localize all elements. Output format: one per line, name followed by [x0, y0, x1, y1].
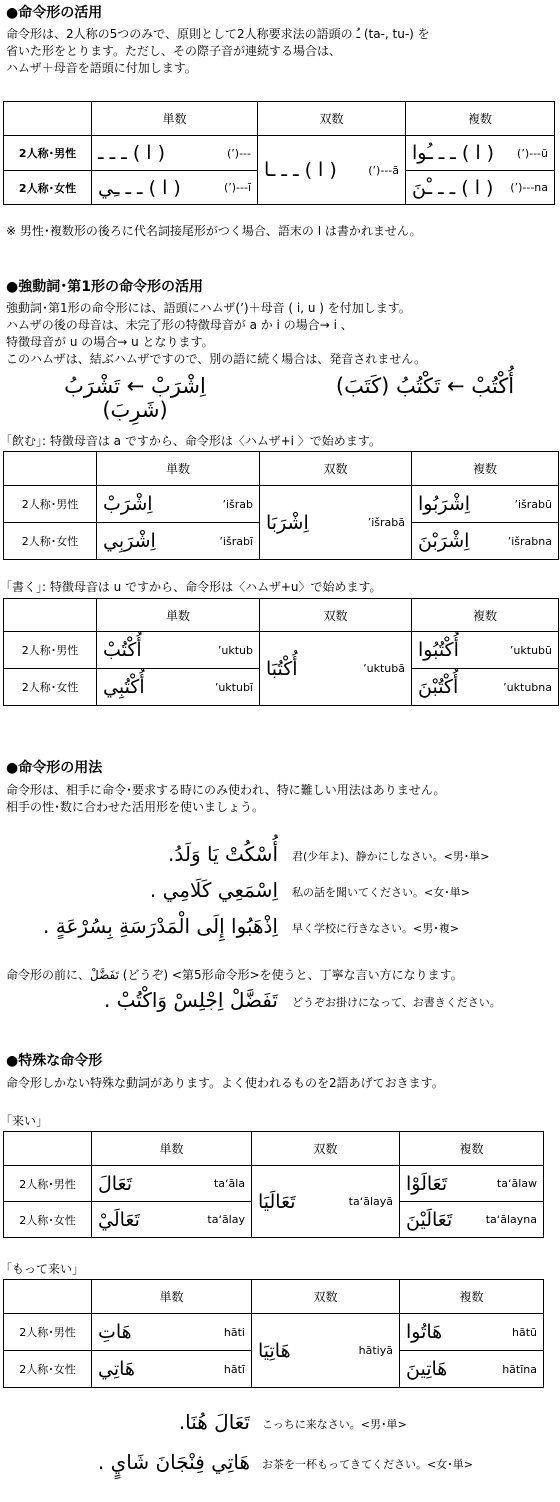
arabic-form: هَاتِ	[98, 1321, 132, 1343]
row-label-masculine: 2人称･男性	[4, 486, 97, 523]
transliteration: ʼišrabā	[367, 516, 405, 529]
header-plural: 複数	[406, 102, 555, 136]
transliteration: taʻālayā	[348, 1195, 393, 1208]
cell-sg-masc	[92, 1166, 252, 1202]
header-singular: 単数	[97, 599, 260, 632]
translation: お茶を一杯もってきてください。<女･単>	[262, 1458, 473, 1471]
cell-pl-masc	[406, 136, 555, 171]
arabic-sentence: أُسْكُتْ يَا وَلَدُ.	[168, 842, 278, 866]
arabic-form: أُكْتُبُوا	[418, 639, 459, 661]
pattern-table	[3, 101, 555, 205]
paragraph-line: 省いた形をとります。ただし、その際子音が連続する場合は、	[6, 44, 342, 58]
cell-dual	[252, 1166, 400, 1238]
cell-sg-fem	[92, 1202, 252, 1238]
usage-example-row	[0, 878, 560, 908]
header-singular: 単数	[92, 1280, 252, 1314]
section-heading-strong-verbs: ●強動詞･第1形の命令形の活用	[6, 279, 203, 295]
cell-sg-masc	[97, 632, 260, 669]
arabic-form: ( ا ) ـ ـ ـْنَ	[412, 176, 494, 199]
arabic-form: ( ا ) ـ ـ ـ	[98, 142, 166, 164]
polite-form-line: 命令形の前に、تَفَضَّلْ (どうぞ) <第5形命令形>を使うと、丁寧な言い方になります。	[6, 968, 463, 982]
cell-pl-masc	[412, 632, 559, 669]
arabic-form: تَعَالَيْ	[98, 1208, 140, 1231]
transliteration: hātīna	[502, 1362, 537, 1376]
cell-pl-masc	[400, 1166, 544, 1202]
arabic-form: تَعَالَوْا	[406, 1172, 448, 1195]
arabic-form: اِشْرَبِي	[103, 530, 156, 552]
corner-cell	[4, 102, 92, 136]
section-heading-special: ●特殊な命令形	[6, 1053, 103, 1069]
translation: 君(少年よ)、静かにしなさい。<男･単>	[292, 850, 490, 863]
transliteration: taʻālaw	[496, 1177, 537, 1190]
cell-dual	[258, 136, 406, 205]
row-label-masculine: 2人称･男性	[4, 136, 92, 171]
cell-pl-fem	[400, 1202, 544, 1238]
cell-pl-fem	[412, 523, 559, 560]
paragraph-line: 命令形は、2人称の5つのみで、原則として2人称要求法の語頭の ـُ (ta-, tu-) を	[6, 27, 430, 41]
arabic-sentence: تَعَالَ هُنَا.	[178, 1410, 250, 1434]
corner-cell	[4, 599, 97, 632]
cell-dual	[260, 486, 412, 560]
cell-sg-masc	[92, 1314, 252, 1351]
arabic-sentence: اِذْهَبُوا إِلَى الْمَدْرَسَةِ بِسُرْعَةٍ .	[43, 914, 278, 938]
cell-sg-fem	[97, 523, 260, 560]
arabic-form: ( ا ) ـ ـ ـا	[264, 159, 337, 181]
paragraph-line: ハムザ＋母音を語頭に付加します。	[6, 61, 197, 75]
arabic-form: ( ا ) ـ ـ ـُوا	[412, 142, 495, 164]
transliteration: taʻāla	[213, 1177, 245, 1190]
bring-caption: ｢もって来い｣	[6, 1262, 79, 1276]
header-dual: 双数	[260, 599, 412, 632]
paragraph-line: 命令形は、相手に命令･要求する時にのみ使われ、特に難しい用法はありません。	[6, 783, 446, 797]
cell-sg-masc	[92, 136, 258, 171]
transliteration: (ʼ)---na	[510, 181, 548, 194]
arabic-form: أُكْتُبِي	[103, 676, 145, 698]
header-dual: 双数	[252, 1132, 400, 1166]
corner-cell	[4, 1280, 92, 1314]
transliteration: hāti	[223, 1325, 245, 1339]
translation: どうぞお掛けになって、お書きください。	[292, 996, 501, 1009]
transliteration: ʼišrabna	[507, 534, 552, 548]
note: ※ 男性･複数形の後ろに代名詞接尾形がつく場合、語末の ا は書かれません。	[6, 224, 422, 238]
paragraph-line: このハムザは、結ぶハムザですので、別の語に続く場合は、発音されません。	[6, 352, 427, 366]
arabic-form: اِشْرَبْ	[103, 493, 153, 515]
arabic-form: ( ا ) ـ ـ ـِي	[98, 176, 181, 199]
transliteration: ʼišrabū	[514, 497, 552, 511]
polite-example-row	[0, 988, 560, 1018]
cell-pl-fem	[400, 1351, 544, 1388]
derivation-example-write: أُكْتُبْ ← تَكْتُبُ (كَتَبَ)	[335, 374, 515, 398]
header-dual: 双数	[260, 452, 412, 486]
section-heading-conjugation: ●命令形の活用	[6, 5, 103, 21]
transliteration: taʻālay	[207, 1213, 245, 1226]
transliteration: ʼuktubū	[509, 643, 552, 657]
header-singular: 単数	[92, 1132, 252, 1166]
corner-cell	[4, 1132, 92, 1166]
translation: 早く学校に行きなさい。<男･複>	[292, 922, 459, 935]
come-caption: ｢来い｣	[6, 1114, 43, 1128]
write-table	[3, 598, 559, 706]
header-plural: 複数	[400, 1280, 544, 1314]
transliteration: ʼuktubna	[503, 680, 552, 694]
row-label-masculine: 2人称･男性	[4, 632, 97, 669]
arabic-form: تَعَالَ	[98, 1172, 133, 1195]
row-label-masculine: 2人称･男性	[4, 1314, 92, 1351]
header-singular: 単数	[97, 452, 260, 486]
bring-table	[3, 1279, 544, 1388]
paragraph-line: 相手の性･数に合わせた活用形を使いましょう。	[6, 800, 265, 814]
transliteration: ʼišrabī	[219, 534, 253, 548]
drink-caption: ｢飲む｣: 特徴母音は a ですから、命令形は〈ハムザ+i 〉で始めます。	[6, 434, 381, 448]
translation: こっちに来なさい。<男･単>	[262, 1418, 407, 1431]
usage-example-row	[0, 914, 560, 944]
come-table	[3, 1131, 544, 1238]
cell-pl-masc	[400, 1314, 544, 1351]
transliteration: (ʼ)---	[227, 146, 251, 160]
paragraph-line: ハムザの後の母音は、未完了形の特徴母音が a か i の場合→ i 、	[6, 318, 353, 332]
corner-cell	[4, 452, 97, 486]
cell-dual	[252, 1314, 400, 1388]
transliteration: hātī	[223, 1362, 245, 1376]
row-label-feminine: 2人称･女性	[4, 669, 97, 706]
cell-sg-fem	[92, 171, 258, 205]
special-example-row	[0, 1450, 560, 1480]
usage-example-row	[0, 842, 560, 872]
arabic-form: هَاتِي	[98, 1358, 135, 1380]
write-caption: ｢書く｣: 特徴母音は u ですから、命令形は〈ハムザ+u〉で始めます。	[6, 580, 382, 594]
arabic-form: اِشْرَبَا	[266, 511, 309, 534]
cell-sg-fem	[92, 1351, 252, 1388]
arabic-form: هَاتُوا	[406, 1321, 443, 1343]
transliteration: ʼuktubī	[214, 680, 253, 694]
transliteration: (ʼ)---ī	[223, 181, 251, 194]
arabic-form: اِشْرَبُوا	[418, 493, 471, 515]
header-dual: 双数	[258, 102, 406, 136]
arabic-form: أُكْتُبْ	[103, 639, 142, 661]
header-plural: 複数	[412, 599, 559, 632]
derivation-example-drink: اِشْرَبْ ← تَشْرَبُ (شَرِبَ)	[64, 374, 206, 422]
cell-dual	[260, 632, 412, 706]
row-label-feminine: 2人称･女性	[4, 1351, 92, 1388]
transliteration: ʼuktub	[217, 643, 253, 657]
arabic-form: اِشْرَبْنَ	[418, 530, 470, 552]
arabic-form: تَعَالَيَا	[258, 1190, 296, 1213]
arabic-form: أُكْتُبْنَ	[418, 676, 459, 698]
arabic-form: هَاتِيَا	[258, 1339, 291, 1362]
cell-pl-masc	[412, 486, 559, 523]
transliteration: taʻālayna	[485, 1213, 537, 1226]
translation: 私の話を聞いてください。<女･単>	[292, 886, 470, 899]
row-label-feminine: 2人称･女性	[4, 523, 97, 560]
row-label-feminine: 2人称･女性	[4, 171, 92, 205]
cell-sg-masc	[97, 486, 260, 523]
paragraph-line: 命令形しかない特殊な動詞があります。よく使われるものを2語あげておきます。	[6, 1076, 444, 1090]
cell-pl-fem	[412, 669, 559, 706]
arabic-form: أُكْتُبَا	[266, 657, 298, 680]
arabic-form: هَاتِينَ	[406, 1358, 448, 1380]
arabic-sentence: تَفَضَّلْ اِجْلِسْ وَاكْتُبْ .	[103, 988, 278, 1012]
cell-pl-fem	[406, 171, 555, 205]
header-plural: 複数	[400, 1132, 544, 1166]
row-label-masculine: 2人称･男性	[4, 1166, 92, 1202]
drink-table	[3, 451, 559, 560]
row-label-feminine: 2人称･女性	[4, 1202, 92, 1238]
transliteration: hātiyā	[358, 1344, 393, 1357]
paragraph-line: 特徴母音が u の場合→ u となります。	[6, 335, 214, 349]
section-heading-usage: ●命令形の用法	[6, 760, 103, 776]
header-plural: 複数	[412, 452, 559, 486]
transliteration: (ʼ)---ū	[517, 146, 548, 160]
transliteration: (ʼ)---ā	[368, 163, 399, 177]
transliteration: hātū	[512, 1325, 537, 1339]
transliteration: ʼišrab	[222, 497, 253, 511]
header-dual: 双数	[252, 1280, 400, 1314]
special-example-row	[0, 1410, 560, 1440]
paragraph-line: 強動詞･第1形の命令形には、語頭にハムザ(ʼ)＋母音 ( i, u ) を付加します。	[6, 301, 411, 315]
arabic-sentence: هَاتِي فِنْجَانَ شَايٍ .	[97, 1450, 250, 1474]
header-singular: 単数	[92, 102, 258, 136]
transliteration: ʼuktubā	[363, 662, 405, 675]
arabic-form: تَعَالَيْنَ	[406, 1208, 453, 1231]
arabic-sentence: اِسْمَعِي كَلَامِي .	[149, 878, 278, 902]
cell-sg-fem	[97, 669, 260, 706]
